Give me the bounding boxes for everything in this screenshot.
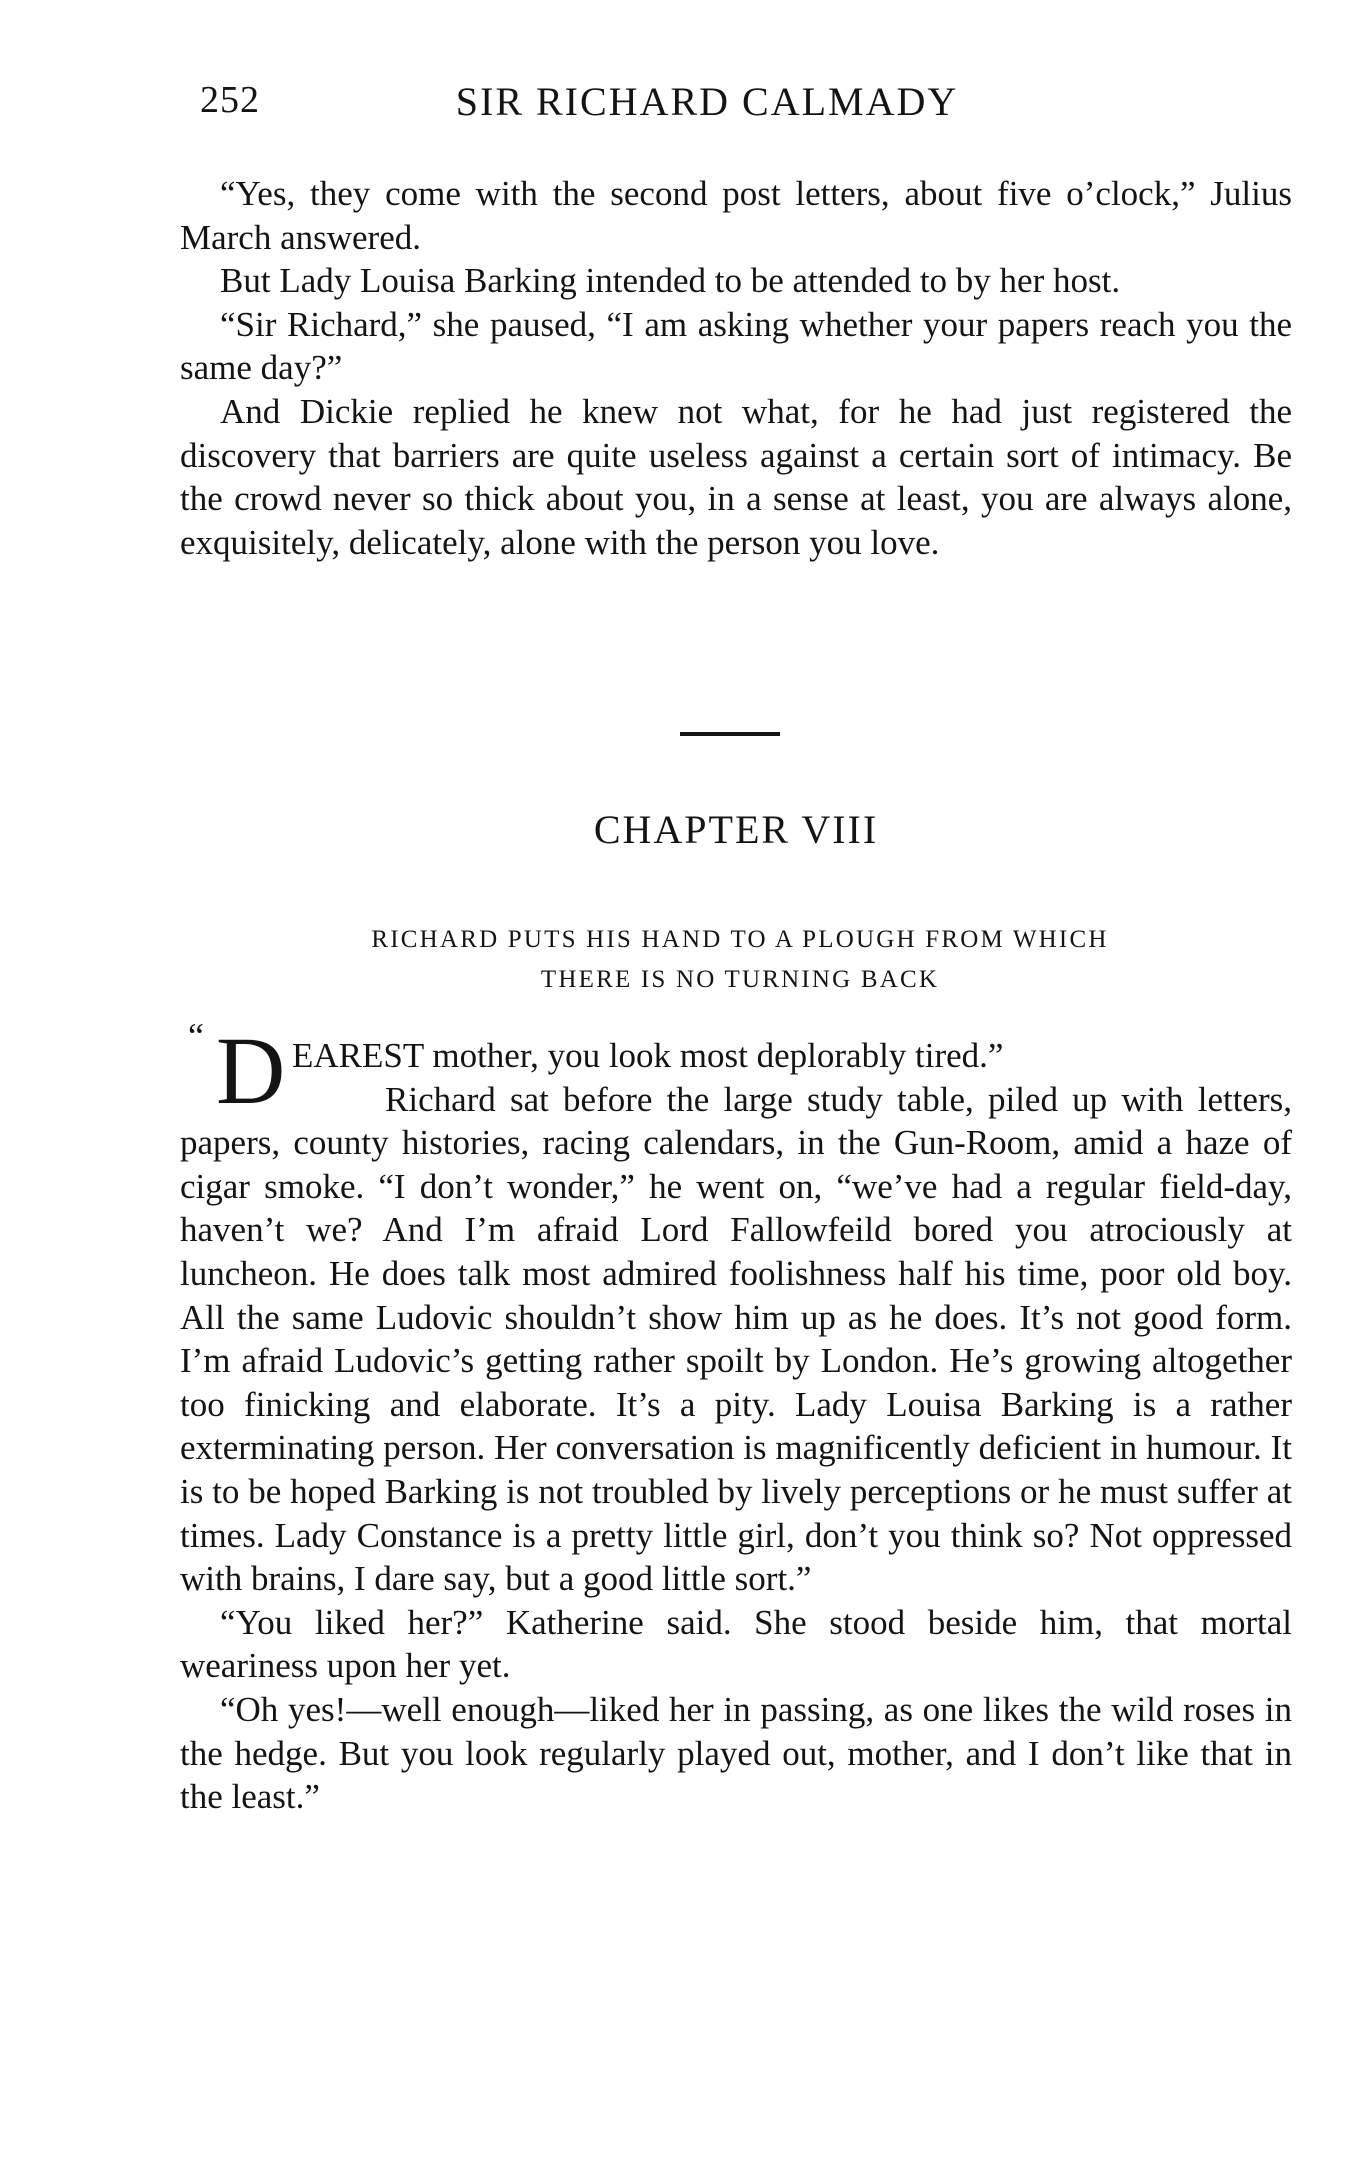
chapter-subtitle-line: THERE IS NO TURNING BACK	[540, 966, 940, 993]
section-rule	[680, 732, 780, 736]
opening-quote-mark: “	[188, 1016, 204, 1056]
paragraph: And Dickie replied he knew not what, for he had just registered the discovery that barriers are quite useless against a certain sort of intimacy. Be the crowd never so thick about you, in a sense at least, you are always alone, exquisitely, delicately, alone with the person you love.	[180, 391, 1292, 562]
running-head: SIR RICHARD CALMADY	[455, 79, 959, 124]
chapter-title: CHAPTER VIII	[593, 807, 879, 852]
paragraph: “Sir Richard,” she paused, “I am asking whether your papers reach you the same day?”	[180, 304, 1292, 388]
paragraph: But Lady Louisa Barking intended to be attended to by her host.	[220, 261, 1121, 301]
continued-text	[180, 172, 1292, 564]
page-header	[200, 78, 1294, 134]
drop-cap: D	[216, 1017, 286, 1124]
chapter-first-line: EAREST mother, you look most deplorably tired.”	[292, 1036, 1004, 1075]
page-number: 252	[200, 79, 260, 121]
paragraph: “You liked her?” Katherine said. She stood beside him, that mortal weariness upon her yet.	[180, 1602, 1292, 1686]
chapter-subtitle	[248, 920, 1232, 1000]
paragraph: Richard sat before the large study table, piled up with letters, papers, county histories, racing calendars, in the Gun-Room, amid a haze of cigar smoke. “I don’t wonder,” he went on, “we’ve had a regular field-day, haven’t we? And I’m afraid Lord Fallowfeild bored you atrociously at luncheon. He does talk most admired foolishness half his time, poor old boy. All the same Ludovic shouldn’t show him up as he does. It’s not good form. I’m afraid Ludovic’s getting rather spoilt by London. He’s growing altogether too finicking and elaborate. It’s a pity. Lady Louisa Barking is a rather exterminating person. Her conversation is magnificently deficient in humour. It is to be hoped Barking is not troubled by lively perceptions or he must suffer at times. Lady Constance is a pretty little girl, don’t you think so? Not oppressed with brains, I dare say, but a good little sort.”	[180, 1079, 1292, 1599]
paragraph: “Oh yes!—well enough—liked her in passing, as one likes the wild roses in the hedge. But you look regularly played out, mother, and I don’t like that in the least.”	[180, 1689, 1292, 1817]
paragraph: “Yes, they come with the second post letters, about five o’clock,” Julius March answered.	[180, 174, 1292, 257]
chapter-subtitle-line: RICHARD PUTS HIS HAND TO A PLOUGH FROM WHICH	[371, 926, 1109, 953]
chapter-body	[180, 1034, 1292, 1819]
